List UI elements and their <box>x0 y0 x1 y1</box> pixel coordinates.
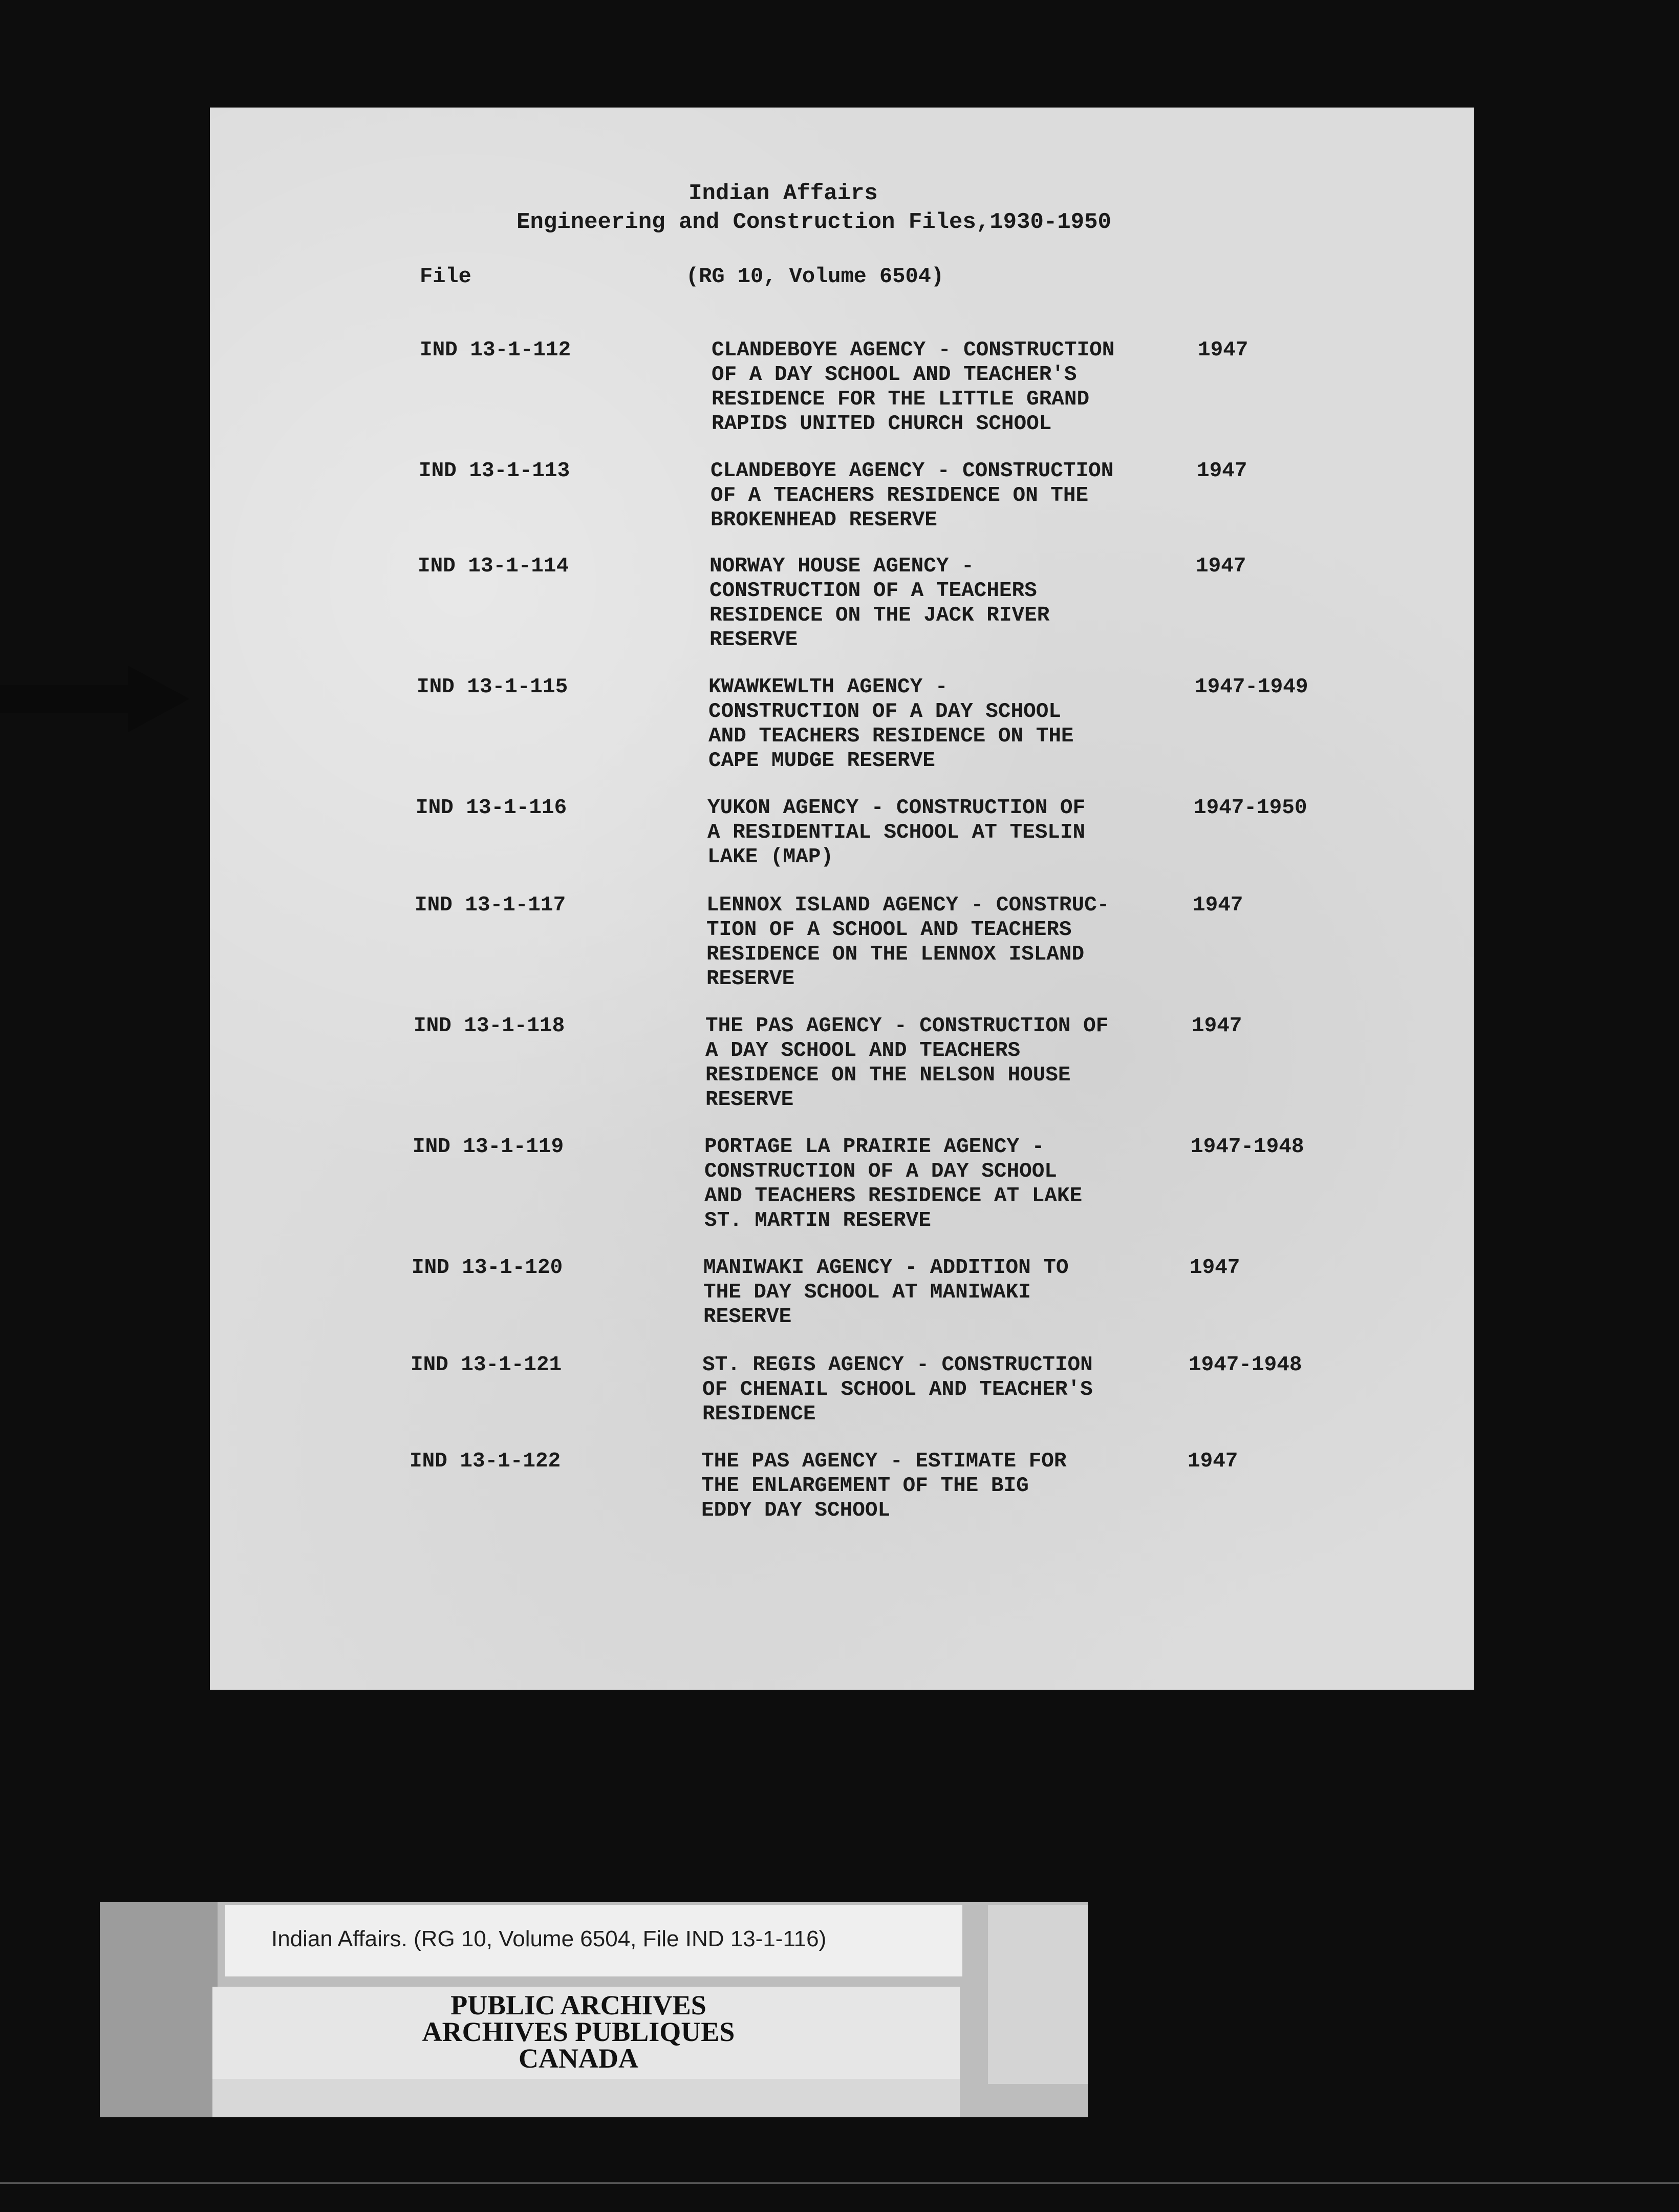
file-description: CLANDEBOYE AGENCY - CONSTRUCTION OF A DAY SCHOOL AND TEACHER'S RESIDENCE FOR THE LITTLE GRAND RAPIDS UNITED CHURCH SCHOOL <box>712 338 1115 436</box>
file-description: YUKON AGENCY - CONSTRUCTION OF A RESIDENTIAL SCHOOL AT TESLIN LAKE (MAP) <box>707 796 1086 869</box>
file-number: IND 13-1-115 <box>417 675 568 699</box>
file-description: THE PAS AGENCY - ESTIMATE FOR THE ENLARGEMENT OF THE BIG EDDY DAY SCHOOL <box>701 1450 1067 1522</box>
file-description: NORWAY HOUSE AGENCY - CONSTRUCTION OF A TEACHERS RESIDENCE ON THE JACK RIVER RESERVE <box>709 555 1050 652</box>
file-date: 1947 <box>1197 459 1247 483</box>
file-date: 1947-1948 <box>1189 1353 1302 1377</box>
file-number: IND 13-1-120 <box>412 1256 563 1280</box>
file-date: 1947-1949 <box>1195 675 1308 699</box>
file-description: KWAWKEWLTH AGENCY - CONSTRUCTION OF A DAY SCHOOL AND TEACHERS RESIDENCE ON THE CAPE MUDGE RESERVE <box>708 675 1074 773</box>
arrow-right-icon <box>0 666 189 732</box>
film-edge-line <box>0 2182 1679 2184</box>
file-date: 1947 <box>1196 555 1246 578</box>
file-date: 1947-1950 <box>1194 796 1307 820</box>
stamp-line-2: ARCHIVES PUBLIQUES <box>422 2016 735 2047</box>
document-title: Indian Affairs <box>688 181 878 206</box>
file-description: CLANDEBOYE AGENCY - CONSTRUCTION OF A TEACHERS RESIDENCE ON THE BROKENHEAD RESERVE <box>711 459 1114 532</box>
archive-reference-label <box>225 1905 962 1976</box>
stamp-line-1: PUBLIC ARCHIVES <box>450 1990 706 2020</box>
file-description: ST. REGIS AGENCY - CONSTRUCTION OF CHENAIL SCHOOL AND TEACHER'S RESIDENCE <box>702 1353 1093 1426</box>
archive-label-foot <box>212 2079 960 2117</box>
stamp-line-3: CANADA <box>519 2043 638 2074</box>
file-number: IND 13-1-114 <box>418 555 569 578</box>
volume-column-heading: (RG 10, Volume 6504) <box>686 264 944 289</box>
document-page <box>210 108 1474 1690</box>
file-description: THE PAS AGENCY - CONSTRUCTION OF A DAY SCHOOL AND TEACHERS RESIDENCE ON THE NELSON HOUSE RESERVE <box>705 1014 1109 1112</box>
file-date: 1947 <box>1193 894 1243 917</box>
document-subtitle: Engineering and Construction Files,1930-1950 <box>516 209 1111 235</box>
file-column-heading: File <box>420 264 471 289</box>
archive-reference: Indian Affairs. (RG 10, Volume 6504, File IND 13-1-116) <box>271 1926 827 1951</box>
file-number: IND 13-1-112 <box>420 338 571 362</box>
file-date: 1947-1948 <box>1191 1135 1304 1159</box>
archive-label-edge <box>100 1902 218 2117</box>
file-number: IND 13-1-116 <box>416 796 567 820</box>
file-date: 1947 <box>1198 338 1249 362</box>
file-number: IND 13-1-119 <box>413 1135 564 1159</box>
file-description: LENNOX ISLAND AGENCY - CONSTRUC- TION OF A SCHOOL AND TEACHERS RESIDENCE ON THE LENNOX ISLAND RESERVE <box>706 894 1110 991</box>
file-number: IND 13-1-122 <box>410 1450 561 1473</box>
file-number: IND 13-1-117 <box>415 894 566 917</box>
file-number: IND 13-1-118 <box>414 1014 565 1038</box>
archive-stamp <box>322 1992 834 2072</box>
file-number: IND 13-1-113 <box>419 459 570 483</box>
file-date: 1947 <box>1192 1014 1242 1038</box>
file-number: IND 13-1-121 <box>411 1353 562 1377</box>
archive-label-tab <box>988 1905 1088 2084</box>
file-date: 1947 <box>1188 1450 1238 1473</box>
file-date: 1947 <box>1190 1256 1240 1280</box>
file-description: MANIWAKI AGENCY - ADDITION TO THE DAY SCHOOL AT MANIWAKI RESERVE <box>703 1256 1069 1329</box>
file-description: PORTAGE LA PRAIRIE AGENCY - CONSTRUCTION OF A DAY SCHOOL AND TEACHERS RESIDENCE AT LAKE ST. MARTIN RESERVE <box>704 1135 1083 1232</box>
